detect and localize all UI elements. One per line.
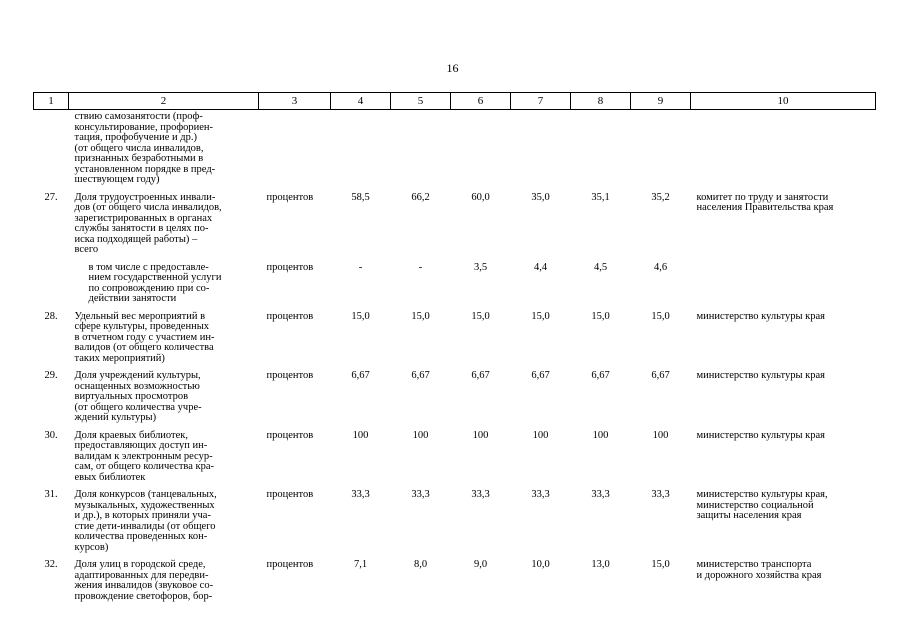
indicator-name — [69, 490, 259, 560]
indicator-name-line: количества проведенных кон- — [74, 531, 208, 542]
indicator-name-line: признанных безработными в — [74, 153, 204, 164]
value-cell-v6: 33,3 — [471, 489, 490, 500]
indicator-name-line: действии занятости — [88, 293, 177, 304]
indicator-name-line: жения инвалидов (звуковое со- — [74, 580, 214, 591]
value-cell-v4: 33,3 — [351, 489, 370, 500]
indicator-name — [69, 431, 259, 491]
row-number — [34, 110, 69, 193]
indicator-name-line: службы занятости в целях по- — [74, 223, 209, 234]
indicator-name-line: ждений культуры) — [74, 412, 157, 423]
header-col-8: 8 — [571, 93, 631, 110]
value-cell-v9: 4,6 — [653, 261, 668, 273]
value-cell-v5: 6,67 — [411, 370, 430, 381]
indicator-name-line: валидов (от общего количества — [74, 342, 214, 353]
value-cell-v9: 35,2 — [651, 191, 670, 203]
indicator-name-line: валидам к электронным ресур- — [74, 450, 213, 462]
value-cell-v7: 10,0 — [531, 559, 550, 570]
value-cell-v4: 100 — [352, 429, 369, 441]
unit-cell: процентов — [266, 559, 314, 570]
value-cell-v7: 33,3 — [531, 489, 550, 500]
unit-cell — [259, 110, 331, 193]
indicator-name — [69, 263, 259, 312]
value-cell-v5: 100 — [412, 429, 429, 441]
responsible-cell-line: министерство культуры края — [696, 310, 826, 322]
responsible-cell — [691, 110, 876, 193]
indicator-name — [69, 312, 259, 372]
unit-cell: процентов — [266, 191, 314, 203]
indicator-name-line: стие дети-инвалиды (от общего — [74, 520, 216, 532]
value-cell-v8: 35,1 — [591, 191, 610, 203]
indicator-name-line: ствию самозанятости (проф- — [74, 111, 203, 122]
indicator-name-line: Удельный вес мероприятий в — [74, 310, 206, 322]
header-col-2: 2 — [69, 93, 259, 110]
indicator-name-line: Доля конкурсов (танцевальных, — [74, 489, 217, 500]
indicator-name-line: и др.), в которых приняли уча- — [74, 510, 211, 521]
responsible-cell-line: министерство культуры края — [696, 370, 826, 381]
header-col-7: 7 — [511, 93, 571, 110]
indicator-name-line: виртуальных просмотров — [74, 391, 189, 402]
responsible-cell — [691, 263, 876, 312]
responsible-cell-line: и дорожного хозяйства края — [696, 569, 822, 581]
value-cell-v5: 15,0 — [411, 310, 430, 322]
table-row — [34, 312, 876, 372]
value-cell-v5 — [391, 110, 451, 193]
indicator-name-line: консультирование, профориен- — [74, 121, 214, 133]
row-number: 32. — [44, 559, 58, 570]
unit-cell: процентов — [266, 489, 314, 500]
value-cell-v5: 66,2 — [411, 191, 430, 203]
table-row — [34, 263, 876, 312]
indicator-name-line: курсов) — [74, 541, 109, 553]
value-cell-v9: 33,3 — [651, 489, 670, 500]
responsible-cell — [691, 312, 876, 372]
responsible-cell — [691, 371, 876, 431]
indicator-name — [69, 110, 259, 193]
indicator-name-line: шествующем году) — [74, 174, 160, 185]
value-cell-v7: 6,67 — [531, 370, 550, 381]
indicator-name-line: провождение светофоров, бор- — [74, 590, 213, 602]
value-cell-v9: 15,0 — [651, 559, 670, 570]
value-cell-v8: 33,3 — [591, 489, 610, 500]
header-col-10: 10 — [691, 93, 876, 110]
indicator-name-line: сам, от общего количества кра- — [74, 461, 215, 472]
indicator-name-line: Доля краевых библиотек, — [74, 429, 189, 441]
indicator-name-line: (от общего числа инвалидов, — [74, 142, 204, 154]
table-row — [34, 193, 876, 263]
value-cell-v9: 100 — [652, 429, 669, 441]
table-row — [34, 490, 876, 560]
unit-cell: процентов — [266, 310, 314, 322]
value-cell-v8: 6,67 — [591, 370, 610, 381]
responsible-cell-line: министерство культуры края — [696, 429, 826, 441]
value-cell-v6: 6,67 — [471, 370, 490, 381]
unit-cell: процентов — [266, 261, 314, 273]
indicators-table — [33, 92, 876, 609]
row-number: 28. — [44, 310, 58, 322]
table-row — [34, 431, 876, 491]
responsible-cell-line: министерство культуры края, — [696, 489, 828, 500]
value-cell-v4: 7,1 — [353, 559, 368, 570]
value-cell-v4: 6,67 — [351, 370, 370, 381]
indicator-name-line: адаптированных для передви- — [74, 569, 209, 581]
indicator-name-line: Доля улиц в городской среде, — [74, 559, 206, 570]
responsible-cell-line: защиты населения края — [696, 510, 802, 521]
value-cell-v7: 4,4 — [533, 261, 548, 273]
value-cell-v6 — [451, 110, 511, 193]
indicator-name-line: евых библиотек — [74, 471, 146, 483]
indicator-name-line: установленном порядке в пред- — [74, 163, 216, 175]
value-cell-v4: 15,0 — [351, 310, 370, 322]
row-number: 31. — [44, 489, 58, 500]
value-cell-v9: 6,67 — [651, 370, 670, 381]
value-cell-v9 — [631, 110, 691, 193]
responsible-cell — [691, 490, 876, 560]
indicator-name-line: иска подходящей работы) – — [74, 233, 198, 245]
indicator-name-line: дов (от общего числа инвалидов, — [74, 202, 222, 213]
indicator-name-line: тация, профобучение и др.) — [74, 132, 197, 143]
indicator-name-line: предоставляющих доступ ин- — [74, 440, 208, 451]
value-cell-v4 — [331, 110, 391, 193]
header-col-9: 9 — [631, 93, 691, 110]
row-number — [34, 263, 69, 312]
table-row — [34, 371, 876, 431]
header-col-5: 5 — [391, 93, 451, 110]
indicator-name-line: нием государственной услуги — [88, 272, 222, 283]
header-col-3: 3 — [259, 93, 331, 110]
indicator-name-line: таких мероприятий) — [74, 352, 165, 364]
page-number: 16 — [446, 61, 459, 75]
value-cell-v5: - — [418, 261, 423, 273]
value-cell-v7: 35,0 — [531, 191, 550, 203]
responsible-cell-line: населения Правительства края — [696, 202, 834, 213]
value-cell-v7: 100 — [532, 429, 549, 441]
value-cell-v6: 60,0 — [471, 191, 490, 203]
responsible-cell-line: министерство социальной — [696, 499, 814, 511]
header-col-1: 1 — [34, 93, 69, 110]
indicator-name — [69, 193, 259, 263]
responsible-cell — [691, 193, 876, 263]
value-cell-v6: 3,5 — [473, 261, 488, 273]
indicator-name — [69, 560, 259, 609]
responsible-cell-line: комитет по труду и занятости — [696, 191, 829, 203]
value-cell-v8: 13,0 — [591, 559, 610, 570]
indicator-name — [69, 371, 259, 431]
value-cell-v9: 15,0 — [651, 310, 670, 322]
value-cell-v8: 15,0 — [591, 310, 610, 322]
indicator-name-line: зарегистрированных в органах — [74, 212, 213, 224]
responsible-cell-line: министерство транспорта — [696, 559, 812, 570]
value-cell-v6: 100 — [472, 429, 489, 441]
header-col-6: 6 — [451, 93, 511, 110]
table-row — [34, 560, 876, 609]
value-cell-v4: 58,5 — [351, 191, 370, 203]
value-cell-v8: 100 — [592, 429, 609, 441]
header-row — [34, 93, 876, 110]
indicator-name-line: Доля учреждений культуры, — [74, 370, 201, 381]
row-number: 29. — [44, 370, 58, 381]
value-cell-v7: 15,0 — [531, 310, 550, 322]
indicator-name-line: (от общего количества учре- — [74, 401, 202, 413]
value-cell-v8 — [571, 110, 631, 193]
responsible-cell — [691, 560, 876, 609]
indicator-name-line: музыкальных, художественных — [74, 499, 215, 511]
indicator-name-line: в отчетном году с участием ин- — [74, 331, 215, 343]
value-cell-v8: 4,5 — [593, 261, 608, 273]
responsible-cell — [691, 431, 876, 491]
value-cell-v6: 15,0 — [471, 310, 490, 322]
row-number: 30. — [44, 429, 58, 441]
indicator-name-line: в том числе с предоставле- — [88, 261, 209, 273]
value-cell-v6: 9,0 — [473, 559, 488, 570]
table-row — [34, 110, 876, 193]
indicator-name-line: Доля трудоустроенных инвали- — [74, 191, 216, 203]
value-cell-v5: 33,3 — [411, 489, 430, 500]
value-cell-v4: - — [358, 261, 363, 273]
row-number: 27. — [44, 191, 58, 203]
unit-cell: процентов — [266, 429, 314, 441]
indicator-name-line: оснащенных возможностью — [74, 380, 200, 392]
value-cell-v5: 8,0 — [413, 559, 428, 570]
indicator-name-line: по сопровождению при со- — [88, 282, 210, 294]
header-col-4: 4 — [331, 93, 391, 110]
unit-cell: процентов — [266, 370, 314, 381]
indicator-name-line: всего — [74, 244, 99, 255]
indicator-name-line: сфере культуры, проведенных — [74, 321, 209, 332]
value-cell-v7 — [511, 110, 571, 193]
